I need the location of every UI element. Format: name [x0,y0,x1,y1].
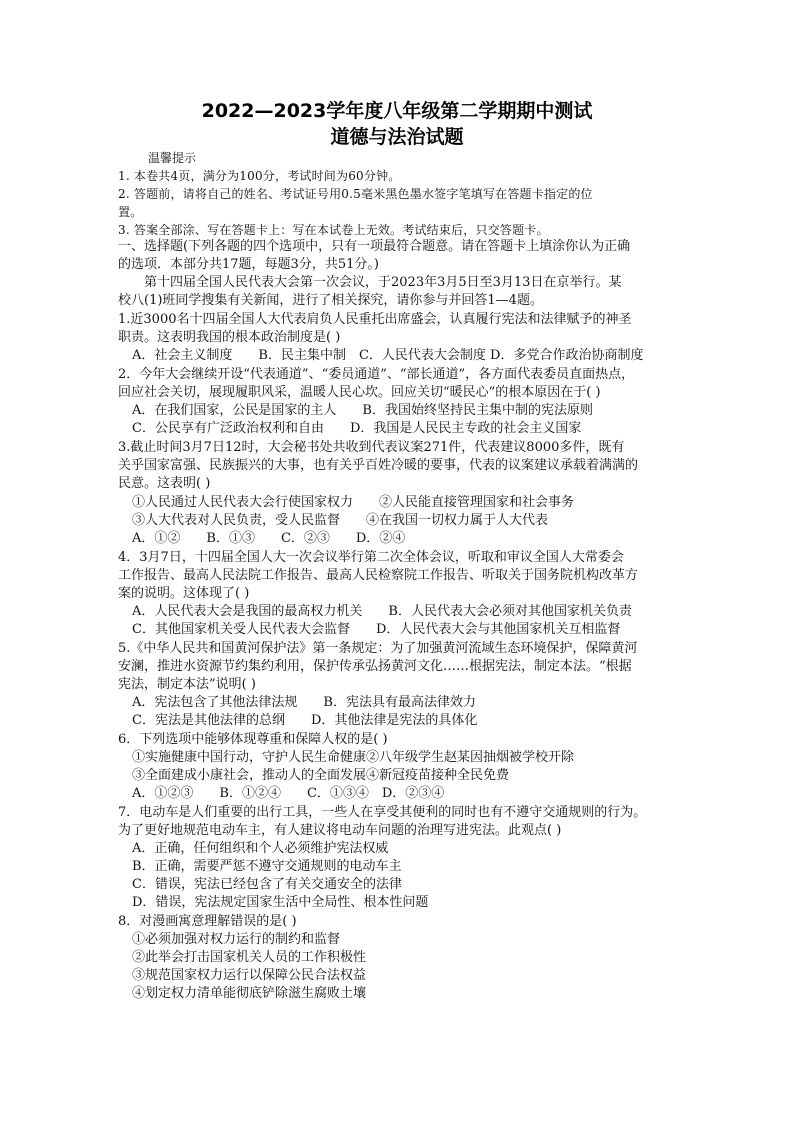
answer-option-c: C．错误，宪法已经包含了有关交通安全的法律 [132,877,402,892]
statement-option: ②此举会打击国家机关人员的工作积极性 [132,950,367,965]
question-8: 8．对漫画寓意理解错误的是( ) [118,914,297,929]
question-text: 为了更好地规范电动车主，有人建议将电动车问题的治理写进宪法。此观点( ) [118,823,562,838]
question-text: 回应社会关切，展现履职风采，温暖人民心坎。回应关切“暖民心”的根本原因在于( ) [118,385,601,400]
exam-title: 2022—2023学年度八年级第二学期期中测试 [201,100,593,122]
question-1: 1.近3000名十四届全国人大代表肩负人民重托出席盛会，认真履行宪法和法律赋予的神圣 [118,312,632,327]
answer-options: C．其他国家机关受人民代表大会监督 D．人民代表大会与其他国家机关互相监督 [132,622,621,637]
statement-options: ③人大代表对人民负责，受人民监督 ④在我国一切权力属于人大代表 [132,513,549,528]
question-text: 宪法，制定本法”说明( ) [118,677,256,692]
answer-options: A．宪法包含了其他法律法规 B．宪法具有最高法律效力 [132,695,476,710]
question-4: 4．3月7日，十四届全国人大一次会议举行第二次全体会议，听取和审议全国人大常委会 [118,550,624,565]
tips-heading: 温馨提示 [148,151,197,165]
answer-options: C．宪法是其他法律的总纲 D．其他法律是宪法的具体化 [132,713,478,728]
question-text: 安澜，推进水资源节约集约利用，保护传承弘扬黄河文化……根据宪法，制定本法。“根据 [118,659,632,674]
answer-options: A．①②③ B．①②④ C．①③④ D．②③④ [132,786,445,801]
question-text: 工作报告、最高人民法院工作报告、最高人民检察院工作报告、听取关于国务院机构改革方 [118,568,639,583]
question-5: 5.《中华人民共和国黄河保护法》第一条规定：为了加强黄河流域生态环境保护，保障黄河 [118,641,638,656]
answer-options: A．人民代表大会是我国的最高权力机关 B．人民代表大会必须对其他国家机关负责 [132,604,632,619]
section-heading: 一、选择题(下列各题的四个选项中，只有一项最符合题意。请在答题卡上填涂你认为正确 [118,239,631,254]
question-text: 案的说明。这体现了( ) [118,586,250,601]
exam-subject: 道德与法治试题 [330,126,464,148]
section-heading: 的选项．本部分共17题，每题3分，共51分。) [118,257,379,272]
answer-option-a: A．正确，任何组织和个人必须维护宪法权威 [132,841,389,856]
statement-options: ①实施健康中国行动，守护人民生命健康②八年级学生赵某因抽烟被学校开除 [132,750,575,765]
question-text: 职责。这表明我国的根本政治制度是( ) [118,330,341,345]
answer-options: A．①② B．①③ C．②③ D．②④ [132,531,406,546]
question-text: 关乎国家富强、民族振兴的大事，也有关乎百姓冷暖的要事，代表的议案建议承载着满满的 [118,458,639,473]
statement-option: ④划定权力清单能彻底铲除滋生腐败土壤 [132,986,367,1001]
answer-option-b: B．正确，需要严惩不遵守交通规则的电动车主 [132,859,402,874]
question-7: 7．电动车是人们重要的出行工具，一些人在享受其便利的同时也有不遵守交通规则的行为。 [118,805,647,820]
statement-option: ①必须加强对权力运行的制约和监督 [132,932,341,947]
question-text: 民意。这表明( ) [118,476,211,491]
tip-line: 1. 本卷共4页，满分为100分，考试时间为60分钟。 [118,169,401,183]
tip-line: 置。 [118,205,143,219]
question-6: 6．下列选项中能够体现尊重和保障人权的是( ) [118,732,388,747]
answer-option-d: D．错误，宪法规定国家生活中全局性、根本性问题 [132,895,429,910]
question-3: 3.截止时间3月7日12时，大会秘书处共收到代表议案271件，代表建议8000多件，既有 [118,440,625,455]
intro-text: 第十四届全国人民代表大会第一次会议，于2023年3月5日至3月13日在京举行。某 [118,275,622,290]
statement-option: ③规范国家权力运行以保障公民合法权益 [132,968,367,983]
tip-line: 3. 答案全部涂、写在答题卡上：写在本试卷上无效。考试结束后，只交答题卡。 [118,223,549,237]
intro-text: 校八(1)班同学搜集有关新闻，进行了相关探究，请你参与并回答1—4题。 [118,293,543,308]
statement-options: ③全面建成小康社会，推动人的全面发展④新冠疫苗接种全民免费 [132,768,510,783]
tip-line: 2. 答题前，请将自己的姓名、考试证号用0.5毫米黑色墨水签字笔填写在答题卡指定的位 [118,187,593,201]
answer-options: C．公民享有广泛政治权利和自由 D．我国是人民民主专政的社会主义国家 [132,421,582,436]
statement-options: ①人民通过人民代表大会行使国家权力 ②人民能直接管理国家和社会事务 [132,495,575,510]
answer-options: A．社会主义制度 B．民主集中制 C．人民代表大会制度 D．多党合作政治协商制度 [132,348,644,363]
question-2: 2．今年大会继续开设“代表通道”、“委员通道”、“部长通道”，各方面代表委员直面热点， [118,367,635,382]
answer-options: A．在我们国家，公民是国家的主人 B．我国始终坚持民主集中制的宪法原则 [132,403,593,418]
